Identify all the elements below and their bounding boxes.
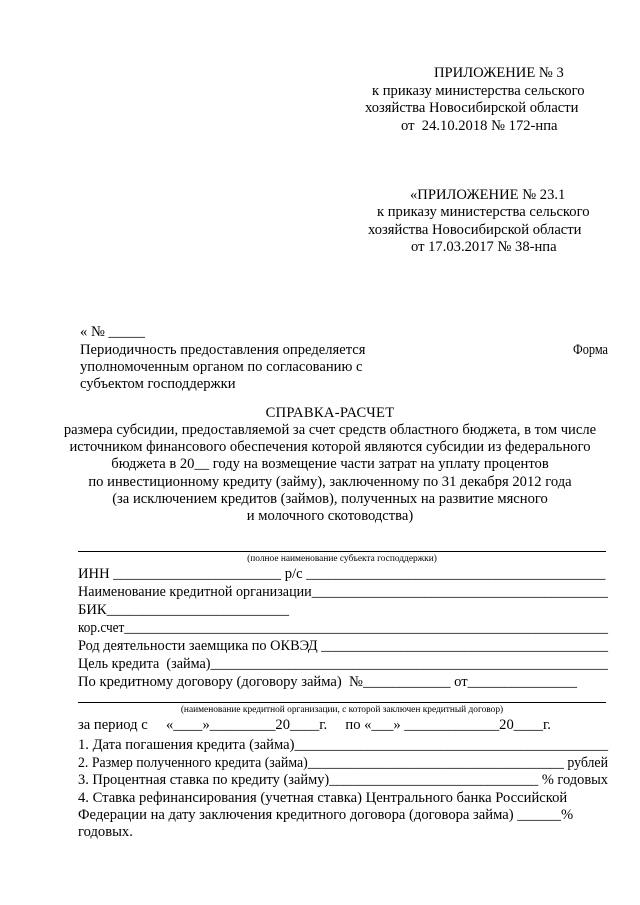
period-field[interactable]: за период с «____»_________20____г. по «___» _____________20____г. — [78, 717, 551, 733]
credit-organization-caption: (наименование кредитной организации, с которой заключен кредитный договор) — [180, 705, 504, 715]
periodicity-line3: субъектом господдержки — [80, 376, 236, 392]
title-line-5: (за исключением кредитов (займов), полученных на развитие мясного — [112, 491, 548, 507]
okved-field[interactable]: Род деятельности заемщика по ОКВЭД ________________________________________ — [78, 638, 608, 654]
appendix-3-title: ПРИЛОЖЕНИЕ № 3 — [434, 65, 564, 81]
appendix-3-line4: от 24.10.2018 № 172-нпа — [401, 118, 558, 134]
item-4-refinancing-rate-line1: 4. Ставка рефинансирования (учетная ставка) Центрального банка Российской — [78, 790, 568, 806]
title-line-1: размера субсидии, предоставляемой за счет средств областного бюджета, в том числе — [63, 422, 597, 438]
appendix-3-line3: хозяйства Новосибирской области — [365, 100, 579, 116]
credit-organization-line[interactable] — [78, 702, 606, 703]
title-line-6: и молочного скотоводства) — [246, 508, 414, 524]
title-line-2: источником финансового обеспечения которой являются субсидии из федерального — [69, 439, 591, 455]
form-number: « № _____ — [80, 324, 146, 340]
loan-purpose-field[interactable]: Цель кредита (займа)________________________________________________________ — [78, 656, 608, 672]
appendix-23-1-line4: от 17.03.2017 № 38-нпа — [411, 239, 557, 255]
periodicity-line2: уполномоченным органом по согласованию с — [80, 359, 363, 375]
correspondent-account-field[interactable]: кор.счет_________________________________________________________________________ — [78, 620, 609, 636]
item-2-loan-amount[interactable]: 2. Размер полученного кредита (займа)_____________________________________ рублей — [78, 755, 608, 771]
item-4-refinancing-rate-line2[interactable]: Федерации на дату заключения кредитного договора (договора займа) ______% — [78, 807, 574, 823]
appendix-3-line2: к приказу министерства сельского — [372, 83, 585, 99]
item-4-refinancing-rate-line3: годовых. — [78, 824, 133, 840]
subject-name-line[interactable] — [78, 551, 606, 552]
document-title: СПРАВКА-РАСЧЕТ — [265, 405, 395, 421]
periodicity-line1: Периодичность предоставления определяется — [80, 342, 366, 358]
form-label: Форма — [573, 342, 609, 358]
title-line-4: по инвестиционному кредиту (займу), заключенному по 31 декабря 2012 года — [88, 474, 572, 490]
item-3-interest-rate[interactable]: 3. Процентная ставка по кредиту (займу)_____________________________ % годовых — [78, 772, 609, 788]
appendix-23-1-line3: хозяйства Новосибирской области — [368, 222, 582, 238]
loan-contract-field[interactable]: По кредитному договору (договору займа) №____________ от_______________ — [78, 674, 578, 690]
subject-name-caption: (полное наименование субъекта господдержки) — [247, 554, 437, 564]
title-line-3: бюджета в 20__ году на возмещение части затрат на уплату процентов — [111, 456, 549, 472]
bik-field[interactable]: БИК_________________________ — [78, 602, 290, 618]
inn-field[interactable]: ИНН _______________________ р/с _________________________________________ — [78, 566, 606, 582]
bank-name-field[interactable]: Наименование кредитной организации__________________________________________ — [78, 584, 608, 600]
appendix-23-1-line2: к приказу министерства сельского — [377, 204, 590, 220]
item-1-repayment-date[interactable]: 1. Дата погашения кредита (займа)___________________________________________ — [78, 737, 609, 753]
appendix-23-1-title: «ПРИЛОЖЕНИЕ № 23.1 — [410, 187, 566, 203]
